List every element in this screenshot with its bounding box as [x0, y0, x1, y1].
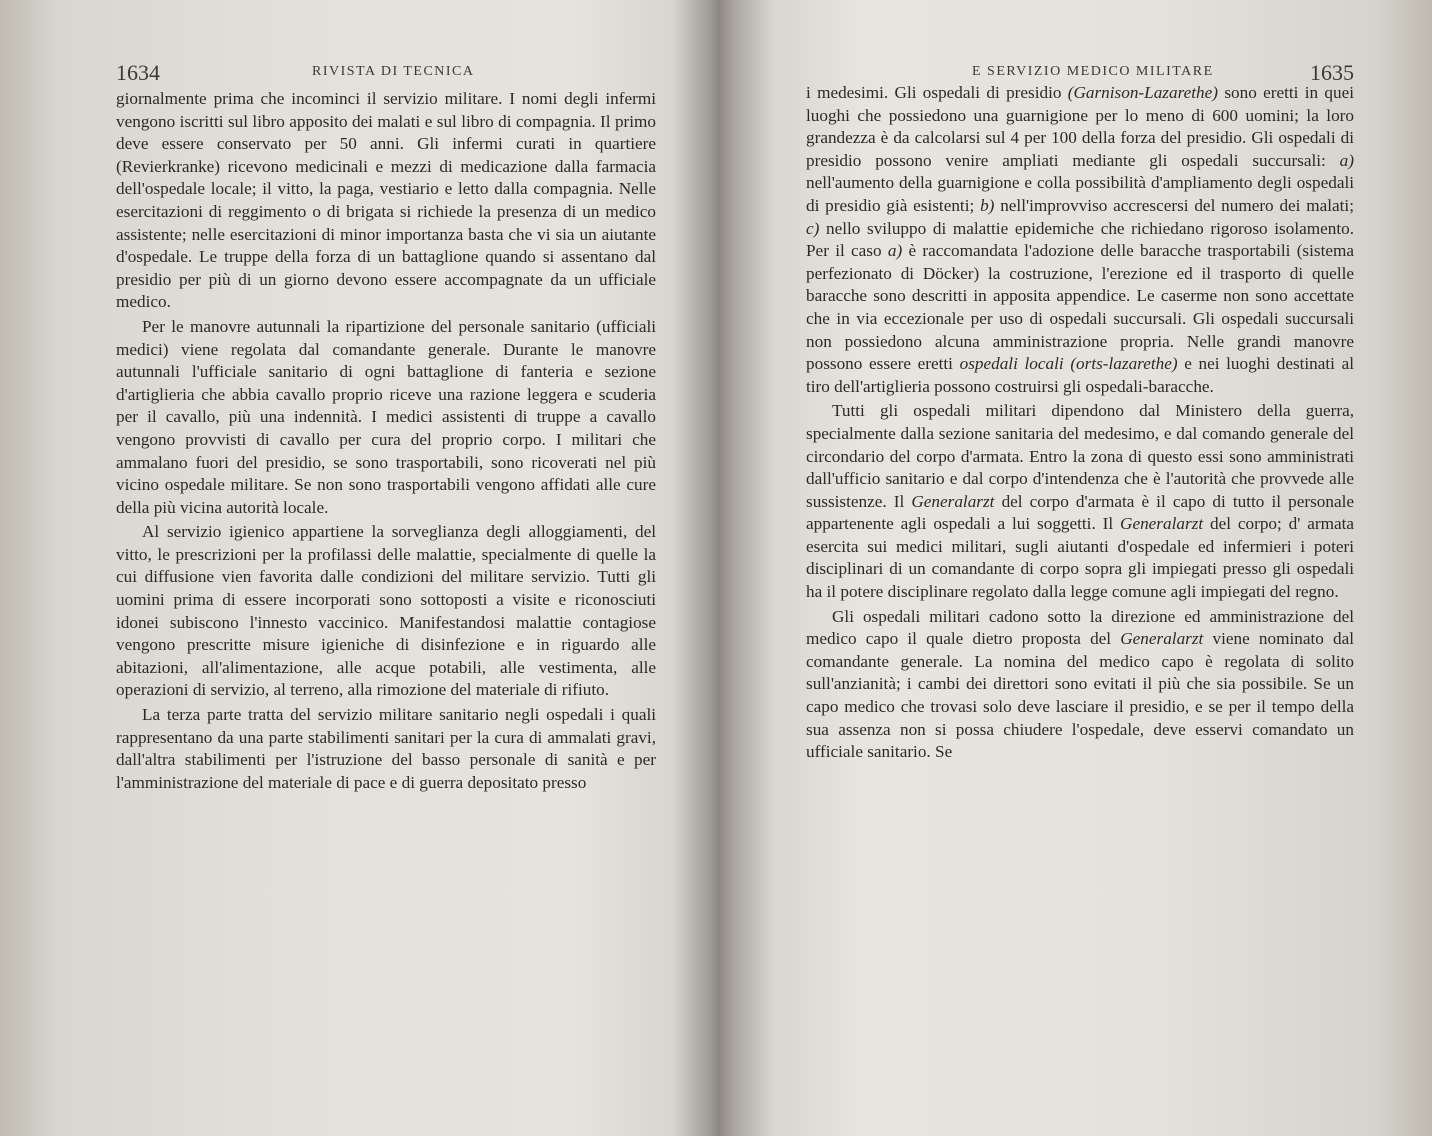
right-page-text — [806, 82, 1354, 764]
paragraph — [806, 82, 1354, 398]
text-run: Tutti gli ospedali militari dipendono dal Ministero della guerra, specialmente dalla sezione sanitaria del medesimo, e dal comando generale del circondario del corpo d'armata. Entro la zona di questo essi sono amministrati dall'ufficio sanitario e dal corpo d'intendenza che è l'autorità che provvede alle sussistenze. Il — [806, 401, 1354, 511]
right-page — [806, 58, 1354, 766]
text-run: sono eretti in quei luoghi che possiedono una guarnigione per lo meno di 600 uomini; la loro grandezza è da calcolarsi sul 4 per 100 della forza del presidio. Gli ospedali di presidio possono venire ampliati mediante gli ospedali succursali: — [806, 83, 1354, 170]
italic-term: Generalarzt — [911, 491, 995, 511]
text-run: nell'improvviso accrescersi del numero dei malati; — [994, 195, 1354, 215]
list-marker: b) — [980, 195, 995, 215]
text-run: i medesimi. Gli ospedali di presidio — [806, 83, 1068, 102]
italic-term: (Garnison-Lazarethe) — [1067, 83, 1218, 102]
page-number: 1634 — [116, 60, 160, 85]
running-head-title: RIVISTA DI TECNICA — [312, 64, 475, 79]
list-marker: a) — [887, 241, 903, 261]
text-run: e nei luoghi destinati al tiro dell'artiglieria possono costruirsi gli ospedali-baracche. — [806, 354, 1355, 396]
paragraph: Al servizio igienico appartiene la sorveglianza degli alloggiamenti, del vitto, le prescrizioni per la profilassi delle malattie, specialmente di quelle la cui diffusione vien favorita dalle condizioni del militare servizio. Tutti gli uomini prima di essere incorporati sono sottoposti a visite e riconosciuti idonei subiscono l'innesto vaccinico. Manifestandosi malattie contagiose vengono prescritte misure igieniche di disinfezione e in riguardo alle abitazioni, all'alimentazione, alle acque potabili, alle vestimenta, alle operazioni di servizio, al terreno, alla rimozione del materiale di rifiuto. — [116, 522, 656, 700]
italic-term: Generalarzt — [1120, 514, 1204, 534]
left-running-head — [116, 58, 656, 92]
italic-term: Generalarzt — [1120, 629, 1204, 649]
text-run: Gli ospedali militari cadono sotto la direzione ed amministrazione del medico capo il quale dietro proposta del — [806, 606, 1354, 649]
text-run: nell'aumento della guarnigione e colla possibilità d'ampliamento degli ospedali di presidio già esistenti; — [806, 173, 1354, 215]
list-marker: c) — [806, 218, 820, 238]
text-run: nello sviluppo di malattie epidemiche che richiedano rigoroso isolamento. Per il caso — [806, 218, 1354, 261]
text-run: del corpo; d' armata esercita sui medici militari, sugli aiutanti d'ospedale ed infermieri i poteri disciplinari di un comandante di corpo sopra gli impiegati presso gli ospedali ha il potere disciplinare regolato dalla legge comune agli impiegati del regno. — [806, 514, 1354, 602]
paragraph — [806, 606, 1354, 764]
list-marker: a) — [1339, 150, 1354, 170]
text-run: è raccomandata l'adozione delle baracche trasportabili (sistema perfezionato di Döcker) la costruzione, l'erezione ed il trasporto di quelle baracche sono descritti in apposita appendice. Le caserme non sono accettate che in via eccezionale per uso di ospedali succursali. Gli ospedali succursali non possiedono alcuna amministrazione propria. Nelle grandi manovre possono essere eretti — [806, 241, 1354, 374]
italic-term: ospedali locali — [959, 354, 1064, 374]
text-run: del corpo d'armata è il capo di tutto il personale appartenente agli ospedali a lui soggetti. Il — [806, 491, 1354, 534]
running-head-title: E SERVIZIO MEDICO MILITARE — [972, 64, 1214, 79]
paragraph: La terza parte tratta del servizio militare sanitario negli ospedali i quali rappresentano da una parte stabilimenti sanitari per la cura di ammalati gravi, dall'altra stabilimenti per l'istruzione del basso personale di sanità e per l'amministrazione del materiale di pace e di guerra depositato presso — [116, 705, 656, 792]
page-number: 1635 — [1310, 60, 1354, 85]
paragraph: giornalmente prima che incominci il servizio militare. I nomi degli infermi vengono iscritti sul libro apposito dei malati e sul libro di compagnia. Il primo deve essere conservato per 50 anni. Gli infermi curati in quartiere (Revierkranke) ricevono medicinali e mezzi di medicazione dalla farmacia dell'ospedale locale; il vitto, la paga, vestiario e letto dalla compagnia. Nelle esercitazioni di reggimento o di brigata si richiede la presenza di un medico assistente; nelle esercitazioni di minor importanza basta che vi sia un aiutante d'ospedale. Le truppe della forza di un battaglione quando si assentano dal presidio per più di un giorno devono essere accompagnate da un ufficiale medico. — [116, 89, 656, 312]
text-run: viene nominato dal comandante generale. La nomina del medico capo è regolata di solito sull'anzianità; i cambi dei direttori sono evitati il più che sia possibile. Se un capo medico che trovasi solo deve lasciare il presidio, e se per il tempo della sua assenza non si possa chiudere l'ospedale, deve esservi comandato un ufficiale sanitario. Se — [806, 629, 1354, 762]
right-running-head — [806, 58, 1354, 92]
paragraph — [806, 400, 1354, 603]
left-page — [116, 58, 656, 796]
italic-term: (orts-lazarethe) — [1070, 354, 1178, 374]
paragraph: Per le manovre autunnali la ripartizione del personale sanitario (ufficiali medici) viene regolata dal comandante generale. Durante le manovre autunnali l'ufficiale sanitario di ogni battaglione di fanteria e sezione d'artiglieria che abbia cavallo proprio riceve una razione leggera e scuderia per il cavallo, più una indennità. I medici assistenti di truppe a cavallo vengono provvisti di cavallo per cura del proprio corpo. I militari che ammalano fuori del presidio, se sono trasportabili, sono ricoverati nel più vicino ospedale militare. Se non sono trasportabili vengono affidati alle cure della più vicina autorità locale. — [116, 316, 656, 517]
left-page-text — [116, 88, 656, 794]
